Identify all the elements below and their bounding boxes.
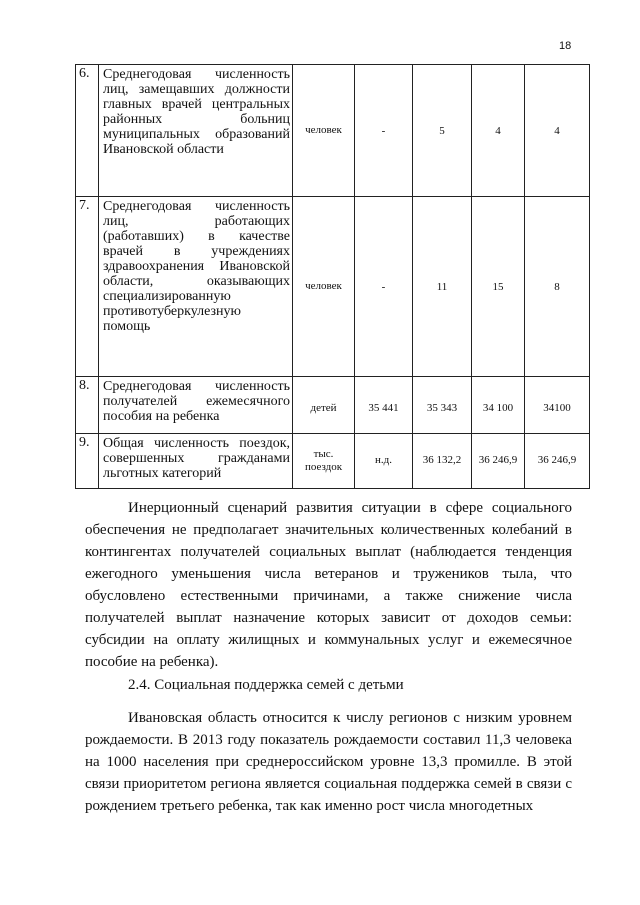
value-cell: н.д. <box>355 434 413 489</box>
value-cell: 36 132,2 <box>413 434 472 489</box>
unit-cell: детей <box>293 377 355 434</box>
value-cell: 34 100 <box>472 377 525 434</box>
value-cell: 35 441 <box>355 377 413 434</box>
value-cell: 5 <box>413 65 472 197</box>
indicator-name: Общая численность поездок, совершенных гражданами льготных категорий <box>99 434 293 489</box>
indicator-name: Среднегодовая численность получателей ежемесячного пособия на ребенка <box>99 377 293 434</box>
unit-cell: человек <box>293 65 355 197</box>
row-number: 8. <box>76 377 99 434</box>
value-cell: 34100 <box>525 377 590 434</box>
row-number: 6. <box>76 65 99 197</box>
unit-cell: человек <box>293 197 355 377</box>
value-cell: 36 246,9 <box>525 434 590 489</box>
unit-cell: тыс. поездок <box>293 434 355 489</box>
row-number: 9. <box>76 434 99 489</box>
table-row <box>76 65 590 197</box>
value-cell: 4 <box>525 65 590 197</box>
value-cell: 35 343 <box>413 377 472 434</box>
value-cell: 15 <box>472 197 525 377</box>
value-cell: 36 246,9 <box>472 434 525 489</box>
value-cell: 11 <box>413 197 472 377</box>
value-cell: 8 <box>525 197 590 377</box>
indicator-name: Среднегодовая численность лиц, замещавших должности главных врачей центральных районных больниц муниципальных образований Ивановской области <box>99 65 293 197</box>
value-cell: - <box>355 197 413 377</box>
section-heading: 2.4. Социальная поддержка семей с детьми <box>128 677 404 693</box>
value-cell: 4 <box>472 65 525 197</box>
table-row <box>76 197 590 377</box>
body-paragraph: Инерционный сценарий развития ситуации в сфере социального обеспечения не предполагает значительных количественных колебаний в контингентах получателей социальных выплат (наблюдается тенденция ежегодного уменьшения числа ветеранов и тружеников тыла, что обусловлено естественными причинами, а также снижение числа получателей выплат назначение которых зависит от доходов семьи: субсидии на оплату жилищных и коммунальных услуг и ежемесячное пособие на ребенка). <box>85 500 572 670</box>
row-number: 7. <box>76 197 99 377</box>
table-row <box>76 434 590 489</box>
page-number: 18 <box>559 40 572 52</box>
table-row <box>76 377 590 434</box>
indicators-table <box>75 64 590 489</box>
body-paragraph: Ивановская область относится к числу регионов с низким уровнем рождаемости. В 2013 году показатель рождаемости составил 11,3 человека на 1000 населения при среднероссийском уровне 13,3 промилле. В этой связи приоритетом региона является социальная поддержка семей в связи с рождением третьего ребенка, так как именно рост числа многодетных <box>85 710 572 814</box>
indicator-name: Среднегодовая численность лиц, работающих (работавших) в качестве врачей в учреждениях здравоохранения Ивановской области, оказывающих специализированную противотуберкулезную помощь <box>99 197 293 377</box>
value-cell: - <box>355 65 413 197</box>
